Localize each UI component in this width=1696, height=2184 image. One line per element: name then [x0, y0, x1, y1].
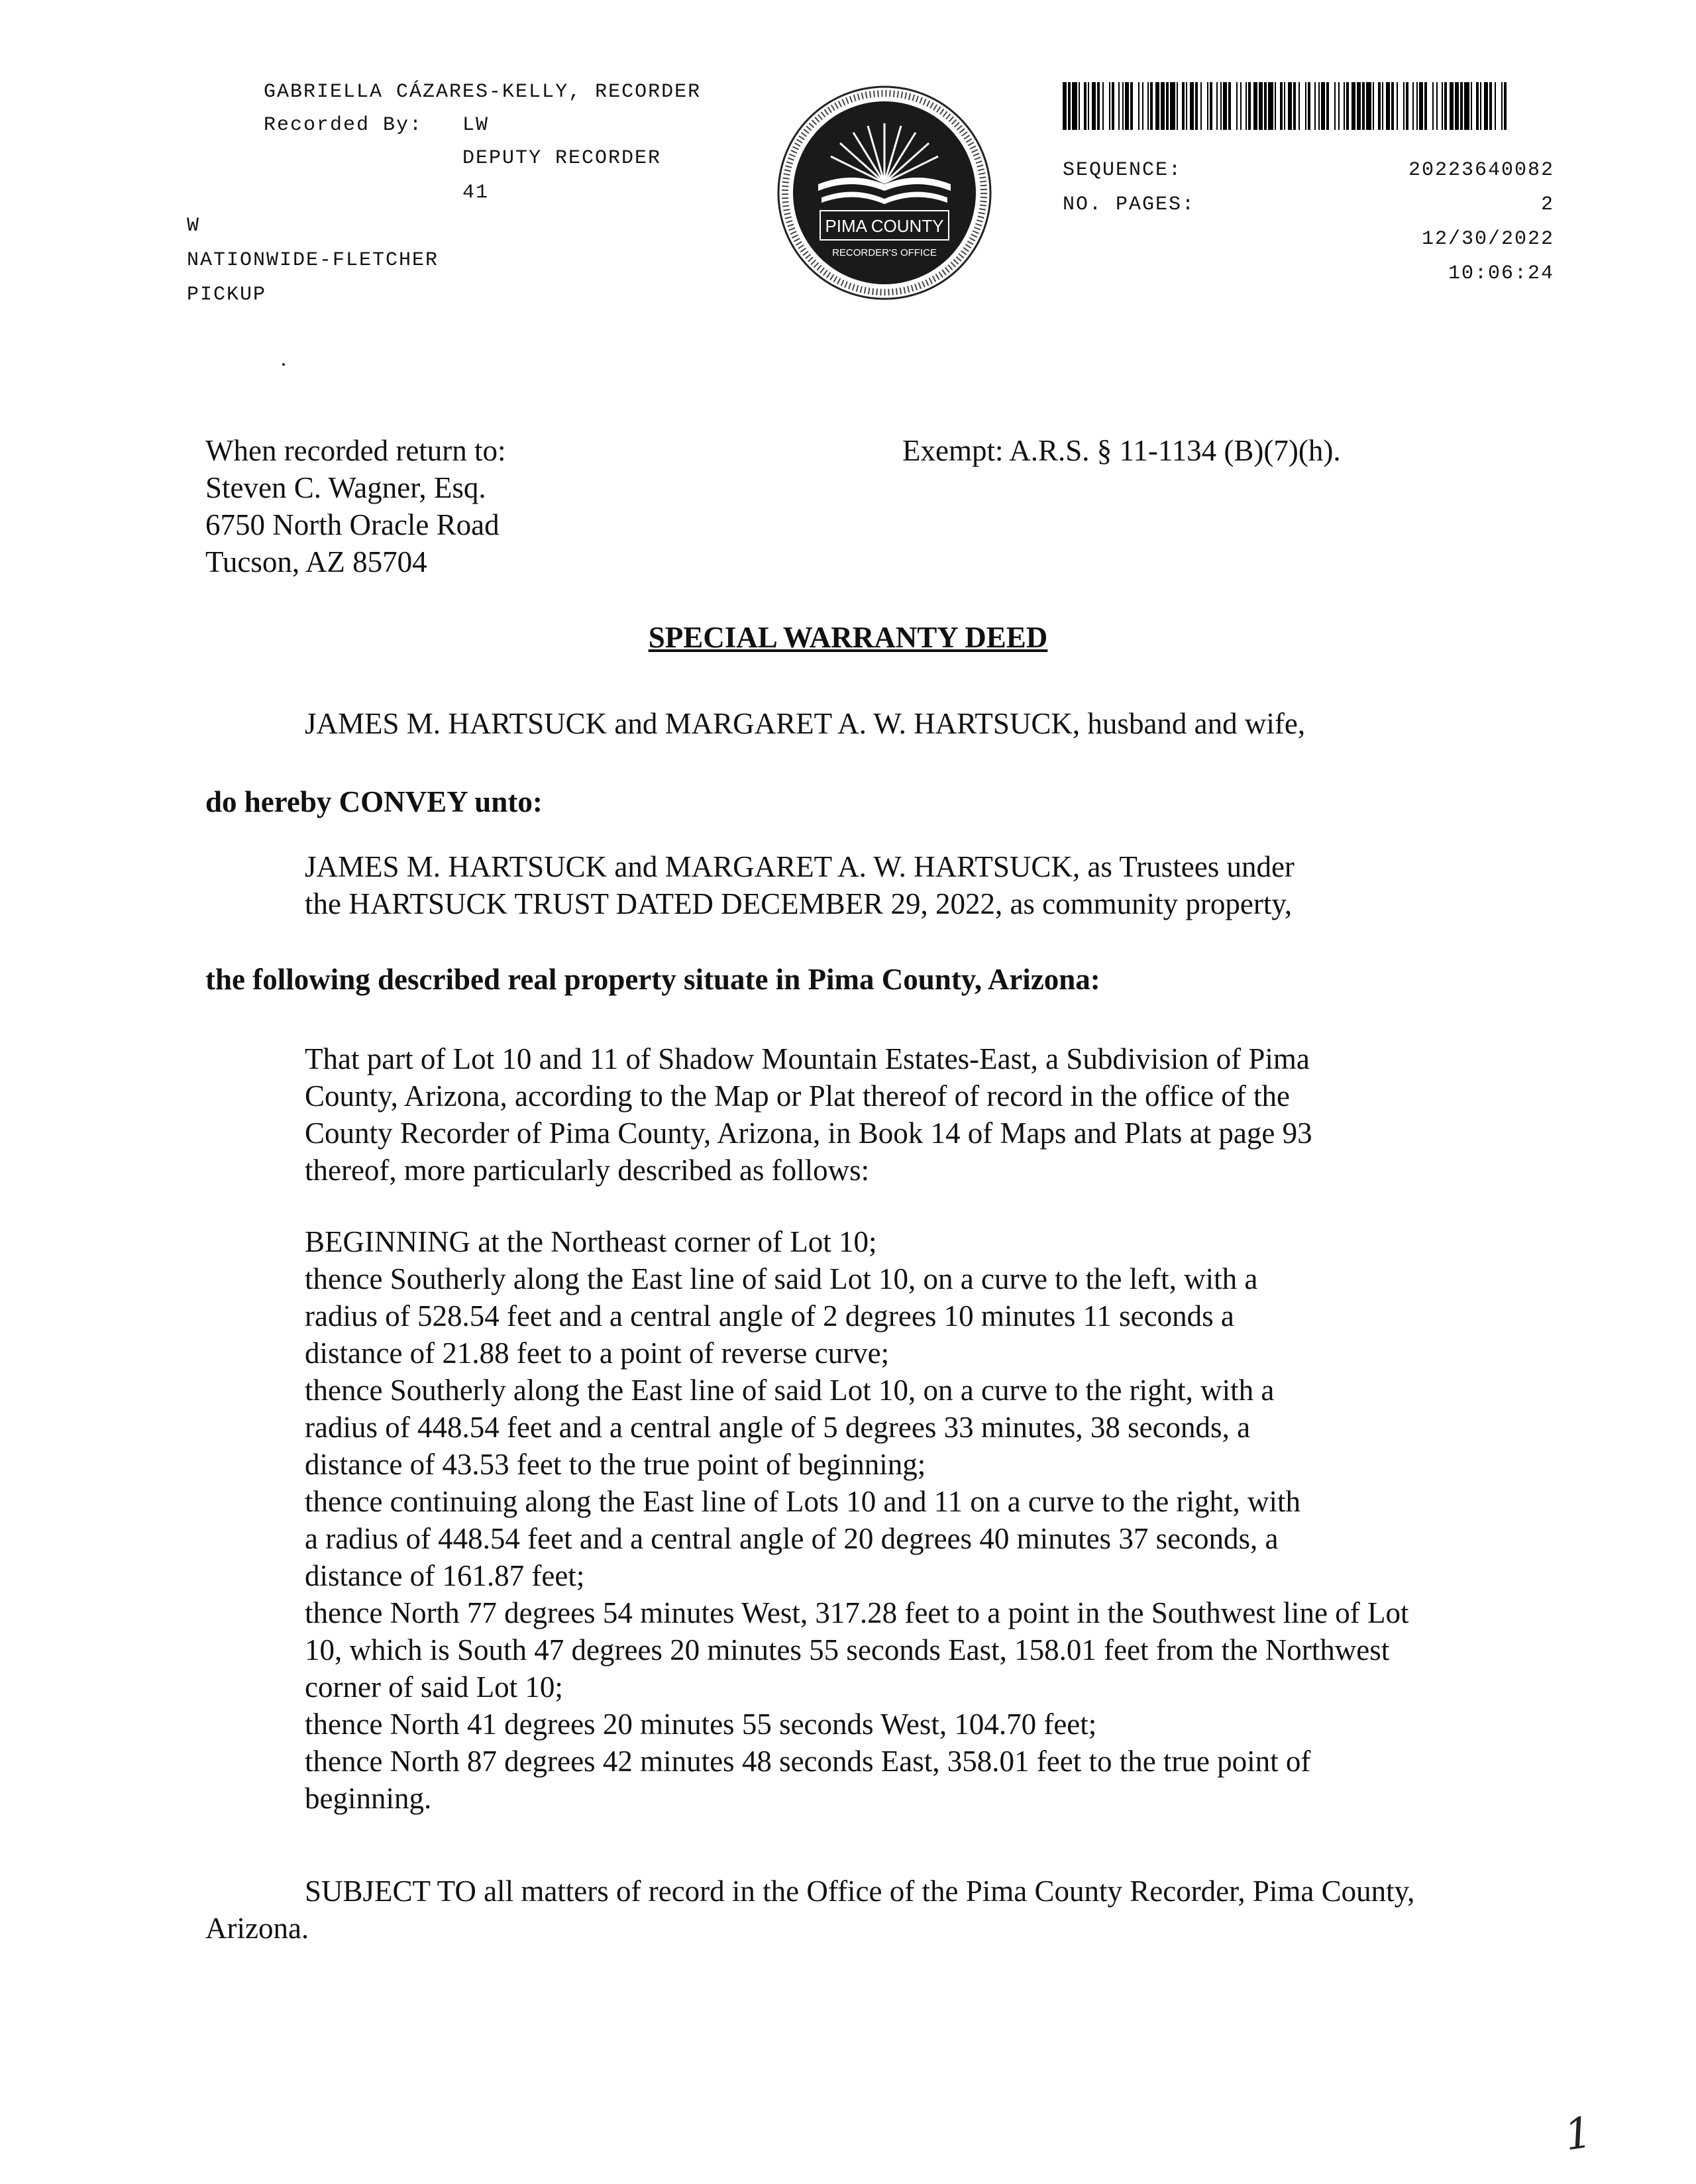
barcode-bar	[1314, 82, 1316, 130]
barcode-bar	[1321, 82, 1325, 130]
stray-dot	[282, 363, 285, 366]
metes-line: BEGINNING at the Northeast corner of Lot 10;	[305, 1225, 877, 1258]
metes-line: radius of 448.54 feet and a central angle of 5 degrees 33 minutes, 38 seconds, a	[305, 1411, 1251, 1444]
return-to-label: When recorded return to:	[205, 434, 506, 467]
grantees	[305, 848, 1497, 922]
barcode-bar	[1147, 82, 1149, 130]
barcode-bar	[1122, 82, 1124, 130]
deputy-number: 41	[462, 182, 490, 204]
barcode-bar	[1142, 82, 1143, 130]
barcode-bar	[1432, 82, 1434, 130]
description-line: thereof, more particularly described as follows:	[305, 1154, 870, 1187]
barcode-bar	[1293, 82, 1296, 130]
metes-line: thence Southerly along the East line of said Lot 10, on a curve to the right, with a	[305, 1374, 1275, 1407]
subject-to-line: SUBJECT TO all matters of record in the Office of the Pima County Recorder, Pima County,	[305, 1875, 1415, 1908]
barcode-bar	[1484, 82, 1488, 130]
barcode-bar	[1460, 82, 1463, 130]
metes-line: 10, which is South 47 degrees 20 minutes 55 seconds East, 158.01 feet from the Northwest	[305, 1633, 1390, 1666]
barcode-bar	[1495, 82, 1496, 130]
barcode-bar	[1182, 82, 1185, 130]
recorded-by-value: LW	[462, 114, 490, 136]
grantees-line: JAMES M. HARTSUCK and MARGARET A. W. HARTSUCK, as Trustees under	[305, 850, 1295, 883]
barcode-bar	[1284, 82, 1285, 130]
sequence-label: SEQUENCE:	[1063, 159, 1183, 182]
barcode-bar	[1419, 82, 1423, 130]
barcode-bar	[1092, 82, 1096, 130]
barcode-bar	[1236, 82, 1238, 130]
barcode-bar	[1138, 82, 1140, 130]
metes-line: distance of 43.53 feet to the true point of beginning;	[305, 1448, 926, 1481]
barcode-bar	[1471, 82, 1472, 130]
barcode-bar	[1403, 82, 1404, 130]
barcode-bar	[1161, 82, 1165, 130]
barcode-bar	[1166, 82, 1169, 130]
return-to-name: Steven C. Wagner, Esq.	[205, 471, 486, 504]
grantors: JAMES M. HARTSUCK and MARGARET A. W. HARTSUCK, husband and wife,	[305, 707, 1306, 740]
description-line: County, Arizona, according to the Map or Plat thereof of record in the office of the	[305, 1079, 1291, 1113]
barcode-bar	[1308, 82, 1310, 130]
company-name: NATIONWIDE-FLETCHER	[187, 249, 439, 272]
recording-date: 12/30/2022	[1421, 228, 1554, 250]
barcode-bar	[1373, 82, 1374, 130]
barcode-bar	[1264, 82, 1267, 130]
barcode-bar	[1079, 82, 1080, 130]
barcode-bar	[1501, 82, 1503, 130]
barcode-bar	[1097, 82, 1100, 130]
barcode-bar	[1442, 82, 1443, 130]
barcode-bar	[1476, 82, 1479, 130]
barcode-bar	[1150, 82, 1153, 130]
barcode-bar	[1464, 82, 1469, 130]
metes-and-bounds	[305, 1223, 1497, 1817]
barcode-bar	[1259, 82, 1263, 130]
barcode-bar	[1480, 82, 1481, 130]
barcode-bar	[1357, 82, 1361, 130]
barcode-bar	[1068, 82, 1071, 130]
convey-heading: do hereby CONVEY unto:	[205, 785, 543, 818]
barcode-bar	[1177, 82, 1178, 130]
barcode-bar	[1155, 82, 1159, 130]
return-to-city: Tucson, AZ 85704	[205, 545, 427, 578]
barcode-bar	[1450, 82, 1454, 130]
barcode-bar	[1416, 82, 1418, 130]
barcode-bar	[1088, 82, 1089, 130]
barcode-bar	[1298, 82, 1300, 130]
description-line: County Recorder of Pima County, Arizona, in Book 14 of Maps and Plats at page 93	[305, 1117, 1312, 1150]
letter-code: W	[187, 215, 201, 237]
return-to-street: 6750 North Oracle Road	[205, 508, 500, 541]
barcode-bar	[1280, 82, 1283, 130]
barcode	[1063, 82, 1510, 130]
barcode-bar	[1200, 82, 1202, 130]
barcode-bar	[1072, 82, 1077, 130]
barcode-bar	[1118, 82, 1120, 130]
return-to-block	[205, 432, 506, 580]
barcode-bar	[1489, 82, 1492, 130]
barcode-bar	[1223, 82, 1227, 130]
metes-line: thence North 77 degrees 54 minutes West, 317.28 feet to a point in the Southwest line of Lot	[305, 1596, 1409, 1629]
barcode-bar	[1216, 82, 1218, 130]
barcode-bar	[1102, 82, 1104, 130]
metes-line: thence Southerly along the East line of said Lot 10, on a curve to the left, with a	[305, 1262, 1258, 1295]
barcode-bar	[1190, 82, 1194, 130]
barcode-bar	[1268, 82, 1273, 130]
pima-county-seal	[775, 83, 994, 302]
barcode-bar	[1444, 82, 1447, 130]
barcode-bar	[1275, 82, 1276, 130]
barcode-bar	[1228, 82, 1231, 130]
barcode-bar	[1397, 82, 1398, 130]
subject-to-line: Arizona.	[205, 1912, 309, 1945]
barcode-bar	[1412, 82, 1414, 130]
barcode-bar	[1344, 82, 1345, 130]
barcode-bar	[1112, 82, 1114, 130]
recorded-by-label: Recorded By:	[264, 114, 423, 136]
barcode-bar	[1305, 82, 1306, 130]
barcode-bar	[1378, 82, 1381, 130]
barcode-bar	[1288, 82, 1292, 130]
metes-line: thence North 41 degrees 20 minutes 55 seconds West, 104.70 feet;	[305, 1708, 1097, 1741]
barcode-bar	[1366, 82, 1371, 130]
deed-title: SPECIAL WARRANTY DEED	[648, 621, 1048, 654]
barcode-bar	[1504, 82, 1507, 130]
exempt-statement: Exempt: A.R.S. § 11-1134 (B)(7)(h).	[902, 434, 1341, 467]
barcode-bar	[1346, 82, 1349, 130]
barcode-bar	[1334, 82, 1336, 130]
seal-county-text: PIMA COUNTY	[825, 216, 944, 236]
barcode-bar	[1253, 82, 1257, 130]
barcode-bar	[1406, 82, 1408, 130]
deputy-recorder: DEPUTY RECORDER	[462, 147, 662, 170]
description-line: That part of Lot 10 and 11 of Shadow Mountain Estates-East, a Subdivision of Pima	[305, 1042, 1310, 1075]
handwritten-page-number: 1	[1562, 2108, 1595, 2161]
barcode-bar	[1386, 82, 1390, 130]
metes-line: corner of said Lot 10;	[305, 1670, 563, 1704]
barcode-bar	[1125, 82, 1129, 130]
pages-label: NO. PAGES:	[1063, 193, 1196, 216]
legal-description	[305, 1040, 1497, 1189]
barcode-bar	[1130, 82, 1133, 130]
barcode-bar	[1326, 82, 1329, 130]
barcode-bar	[1170, 82, 1175, 130]
metes-line: distance of 161.87 feet;	[305, 1559, 585, 1592]
barcode-bar	[1338, 82, 1340, 130]
barcode-bar	[1186, 82, 1187, 130]
barcode-bar	[1109, 82, 1110, 130]
barcode-bar	[1210, 82, 1212, 130]
barcode-bar	[1063, 82, 1067, 130]
metes-line: radius of 528.54 feet and a central angle of 2 degrees 10 minutes 11 seconds a	[305, 1299, 1234, 1333]
barcode-bar	[1352, 82, 1355, 130]
metes-line: thence North 87 degrees 42 minutes 48 seconds East, 358.01 feet to the true point of	[305, 1745, 1311, 1778]
barcode-bar	[1436, 82, 1438, 130]
barcode-bar	[1084, 82, 1086, 130]
pickup-label: PICKUP	[187, 284, 267, 306]
metes-line: a radius of 448.54 feet and a central angle of 20 degrees 40 minutes 37 seconds, a	[305, 1522, 1279, 1555]
barcode-bar	[1195, 82, 1198, 130]
barcode-bar	[1424, 82, 1427, 130]
barcode-bar	[1382, 82, 1383, 130]
metes-line: distance of 21.88 feet to a point of reverse curve;	[305, 1337, 890, 1370]
barcode-bar	[1220, 82, 1222, 130]
sequence-value: 20223640082	[1408, 159, 1554, 182]
barcode-bar	[1362, 82, 1365, 130]
pages-value: 2	[1540, 193, 1554, 216]
barcode-bar	[1240, 82, 1242, 130]
barcode-bar	[1318, 82, 1320, 130]
metes-line: thence continuing along the East line of Lots 10 and 11 on a curve to the right, with	[305, 1485, 1300, 1518]
property-heading: the following described real property situate in Pima County, Arizona:	[205, 963, 1100, 996]
barcode-bar	[1391, 82, 1394, 130]
recording-time: 10:06:24	[1448, 262, 1554, 285]
recorder-name: GABRIELLA CÁZARES-KELLY, RECORDER	[264, 81, 702, 103]
grantees-line: the HARTSUCK TRUST DATED DECEMBER 29, 2022, as community property,	[305, 887, 1293, 920]
barcode-bar	[1207, 82, 1208, 130]
barcode-bar	[1248, 82, 1251, 130]
metes-line: beginning.	[305, 1782, 432, 1815]
barcode-bar	[1455, 82, 1459, 130]
barcode-bar	[1246, 82, 1247, 130]
seal-office-text: RECORDER'S OFFICE	[832, 247, 937, 258]
